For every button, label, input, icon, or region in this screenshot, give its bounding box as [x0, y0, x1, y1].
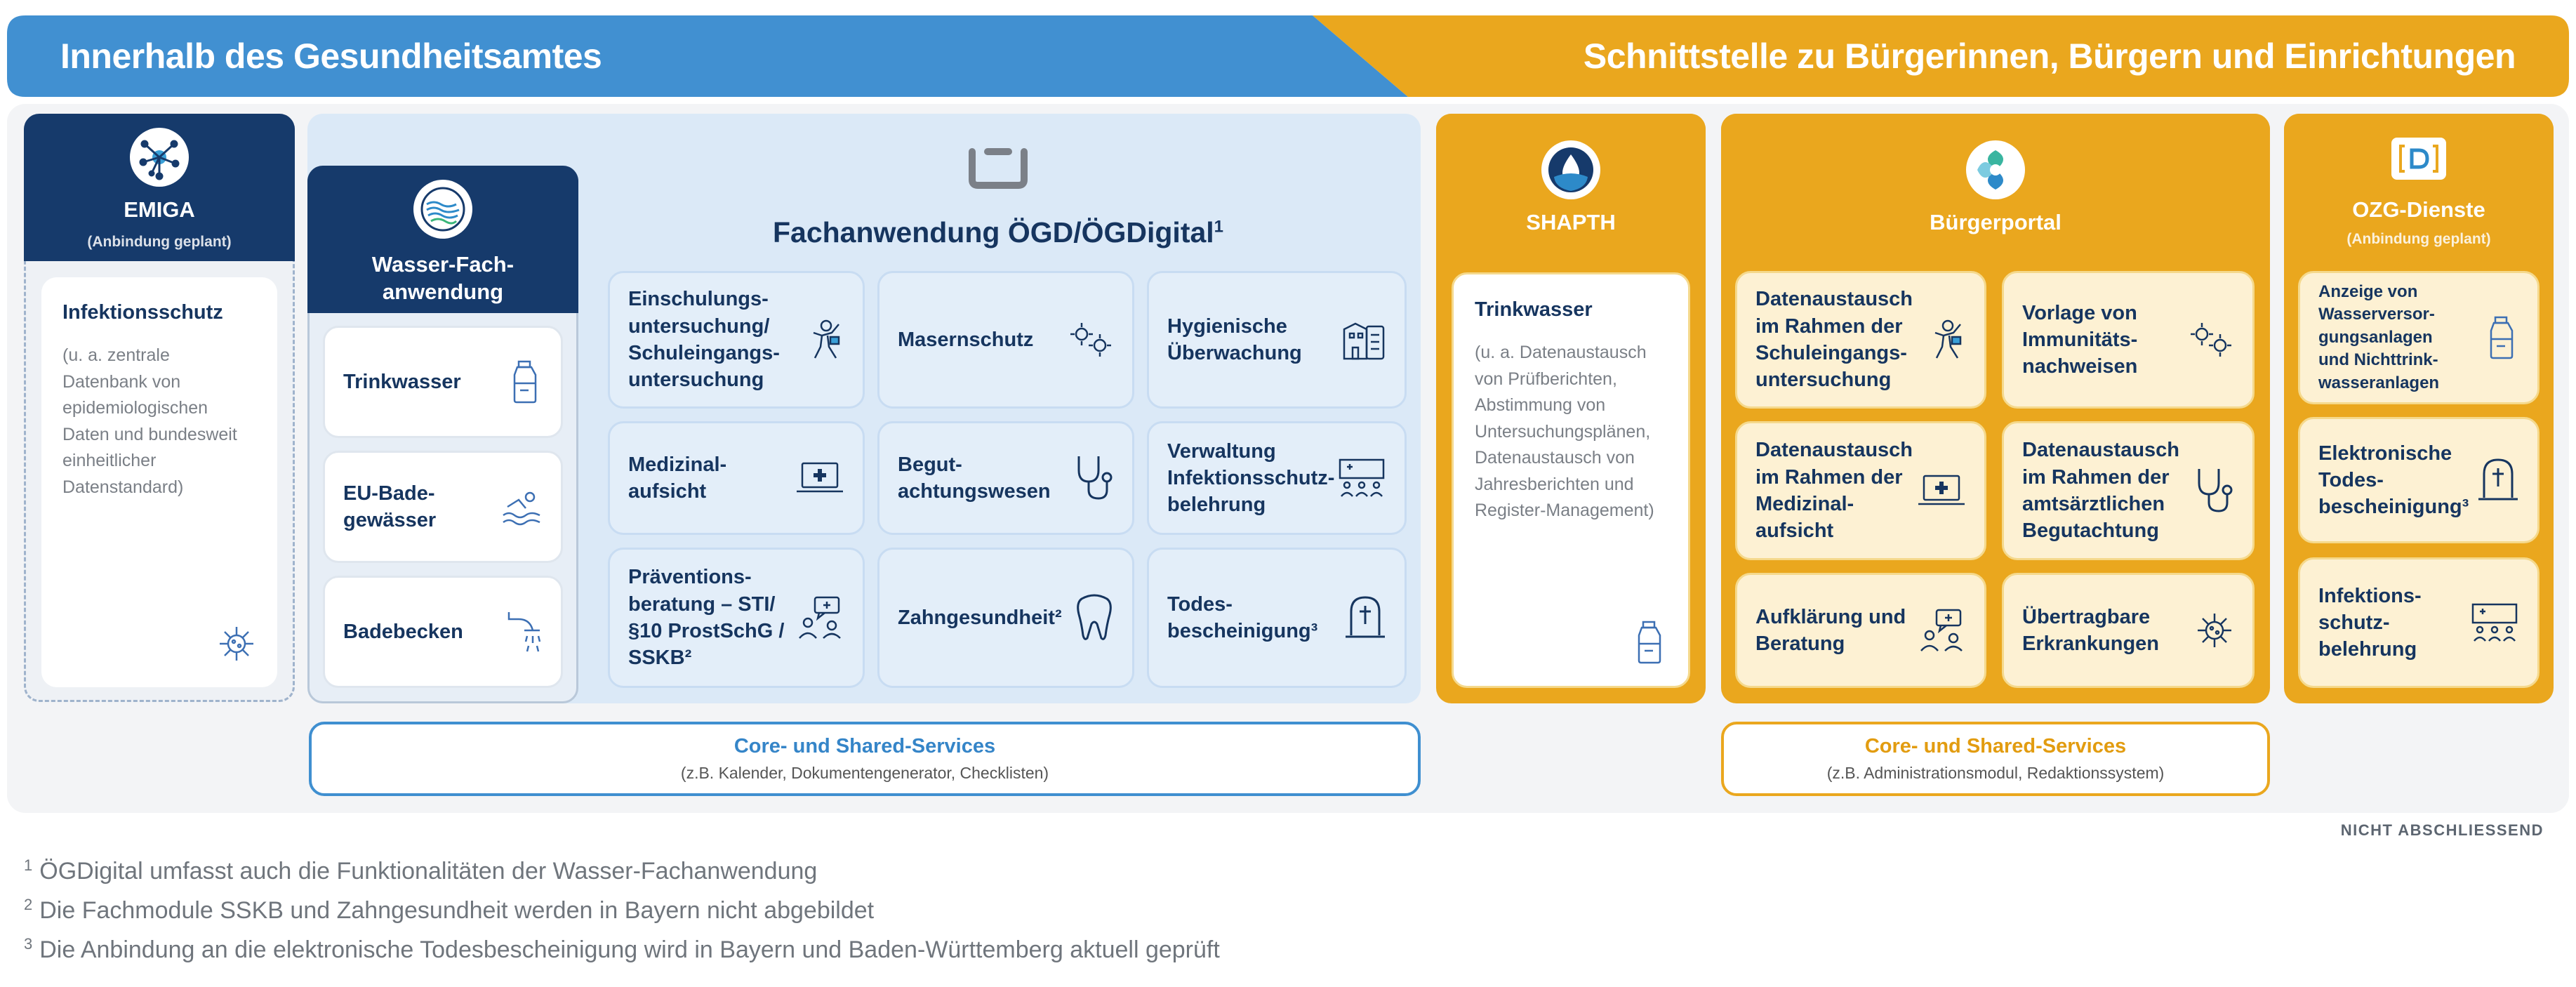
- oegd-item-masernschutz[interactable]: [877, 271, 1134, 409]
- stethoscope-icon: [2192, 466, 2234, 515]
- item-label: Übertragbare Erkrankungen: [2022, 605, 2159, 655]
- oegd-item-verwaltung-infektionsschutzbelehrung[interactable]: [1147, 421, 1407, 535]
- item-label: Badebecken: [343, 620, 463, 643]
- emiga-title: EMIGA: [124, 197, 195, 222]
- item-label: Zahngesundheit²: [898, 606, 1062, 629]
- child-icon: [805, 317, 844, 362]
- item-label: Medizinal- aufsicht: [628, 453, 727, 503]
- virus-cluster-icon: [2188, 320, 2234, 359]
- virus-icon: [2195, 611, 2234, 650]
- shapth-trinkwasser-card: [1452, 272, 1690, 688]
- swimmer-icon: [500, 487, 543, 526]
- oegd-item-praeventionsberatung[interactable]: [608, 548, 865, 688]
- item-label: Verwaltung Infektionsschutz- belehrung: [1167, 439, 1335, 517]
- item-label: Masernschutz: [898, 328, 1034, 351]
- item-label: Aufklärung und Beratung: [1755, 605, 1906, 655]
- water-bottle-icon: [2484, 315, 2519, 360]
- footnote-2: $^2$ Die Fachmodule SSKB und Zahngesundheit werden in Bayern nicht abgebildet: [24, 896, 875, 924]
- child-icon: [1927, 317, 1966, 362]
- wasser-item-badebecken[interactable]: [323, 576, 563, 688]
- oegd-item-einschulungsuntersuchung[interactable]: [608, 271, 865, 409]
- buergerportal-item-uebertragbare-erkrankungen[interactable]: [2002, 573, 2255, 688]
- item-label: Infektions- schutz- belehrung: [2318, 584, 2422, 661]
- emiga-column: [24, 114, 295, 702]
- d-bracket-icon: [2391, 138, 2446, 180]
- buergerportal-item-immunitaetsnachweise[interactable]: [2002, 271, 2255, 409]
- buergerportal-item-medizinalaufsicht[interactable]: [1735, 421, 1986, 560]
- emiga-card-title: Infektionsschutz: [62, 301, 223, 324]
- shapth-title: SHAPTH: [1526, 210, 1616, 234]
- shapth-column: [1436, 114, 1706, 703]
- buergerportal-item-aufklaerung-beratung[interactable]: [1735, 573, 1986, 688]
- emiga-subtitle: (Anbindung geplant): [87, 233, 232, 250]
- header-left-title: Innerhalb des Gesundheitsamtes: [60, 37, 602, 76]
- oegd-item-begutachtungswesen[interactable]: [877, 421, 1134, 535]
- core-left-subtitle: (z.B. Kalender, Dokumentengenerator, Checklisten): [680, 764, 1049, 782]
- buergerportal-title: Bürgerportal: [1930, 210, 2062, 234]
- oegd-item-zahngesundheit[interactable]: [877, 548, 1134, 688]
- oegd-item-hygienische-ueberwachung[interactable]: [1147, 271, 1407, 409]
- item-label: Elektronische Todes- bescheinigung³: [2318, 442, 2469, 519]
- oegd-title: Fachanwendung ÖGD/ÖGDigital$^1$: [772, 216, 1224, 249]
- core-shared-services-left[interactable]: [309, 722, 1421, 796]
- water-bottle-icon: [507, 359, 543, 404]
- ozg-title: OZG-Dienste: [2352, 197, 2485, 222]
- wasser-title: Wasser-Fach- anwendung: [371, 252, 514, 304]
- item-label: Datenaustausch im Rahmen der Schuleingangs- untersuchung: [1755, 288, 1913, 392]
- building-checklist-icon: [1340, 317, 1386, 363]
- oegd-item-medizinalaufsicht[interactable]: [608, 421, 865, 535]
- virus-cluster-icon: [1068, 320, 1114, 359]
- wasser-item-trinkwasser[interactable]: [323, 326, 563, 438]
- shapth-card-description: (u. a. Datenaustausch von Prüfberichten, Abstimmung von Untersuchungsplänen, Datenaustausch von Jahresberichten und Register-Management): [1475, 343, 1654, 520]
- virus-icon: [217, 624, 256, 663]
- buergerportal-item-amtsaerztliche-begutachtung[interactable]: [2002, 421, 2255, 560]
- core-right-subtitle: (z.B. Administrationsmodul, Redaktionssystem): [1826, 764, 2165, 782]
- tooth-icon: [1075, 593, 1114, 642]
- stethoscope-icon: [1072, 453, 1114, 503]
- item-label: Hygienische Überwachung: [1167, 314, 1302, 364]
- emiga-card-description: (u. a. zentrale Datenbank von epidemiologischen Daten und bundesweit einheitlicher Datenstandard): [62, 345, 237, 497]
- water-drop-icon: [1541, 140, 1600, 199]
- network-icon: [130, 128, 189, 187]
- consultation-icon: [1920, 607, 1966, 654]
- core-right-title: Core- und Shared-Services: [1864, 735, 2127, 757]
- item-label: Präventions- beratung – STI/ §10 ProstSchG / SSKB²: [628, 566, 785, 670]
- ozg-item-infektionsschutzbelehrung[interactable]: [2298, 557, 2540, 688]
- water-bottle-icon: [1632, 620, 1667, 665]
- presentation-group-icon: [1337, 457, 1386, 499]
- buergerportal-item-schuleingangsuntersuchung[interactable]: [1735, 271, 1986, 409]
- item-label: Datenaustausch im Rahmen der amtsärztlichen Begutachtung: [2022, 439, 2180, 543]
- ozg-item-anzeige-wasserversorgungsanlagen[interactable]: [2298, 271, 2540, 404]
- water-waves-icon: [413, 180, 472, 239]
- laptop-medical-icon: [1917, 473, 1966, 508]
- wasser-item-eu-badegewaesser[interactable]: [323, 451, 563, 563]
- item-label: Einschulungs- untersuchung/ Schuleingangs- untersuchung: [628, 288, 780, 392]
- nicht-abschliessend-note: NICHT ABSCHLIESSEND: [2340, 821, 2544, 839]
- core-shared-services-right[interactable]: [1721, 722, 2270, 796]
- footnote-1: $^1$ ÖGDigital umfasst auch die Funktionalitäten der Wasser-Fachanwendung: [24, 856, 818, 885]
- item-label: Vorlage von Immunitäts- nachweisen: [2022, 301, 2138, 378]
- tombstone-icon: [2477, 456, 2519, 505]
- oegd-header: [576, 114, 1421, 261]
- app-frame-icon: [967, 146, 1030, 191]
- item-label: Trinkwasser: [343, 370, 461, 393]
- oegd-item-todesbescheinigung[interactable]: [1147, 548, 1407, 688]
- ozg-subtitle: (Anbindung geplant): [2346, 230, 2491, 247]
- item-label: Begut- achtungswesen: [898, 453, 1051, 503]
- emiga-infektionsschutz-card: [41, 277, 277, 687]
- header-banner: [7, 15, 2569, 97]
- item-label: Datenaustausch im Rahmen der Medizinal- aufsicht: [1755, 439, 1913, 543]
- item-label: Anzeige von Wasserversor- gungsanlagen und Nichttrink- wasseranlagen: [2318, 282, 2440, 392]
- ozg-item-elektronische-todesbescheinigung[interactable]: [2298, 417, 2540, 543]
- shapth-card-title: Trinkwasser: [1475, 298, 1593, 321]
- portal-leaf-icon: [1966, 140, 2025, 199]
- presentation-group-icon: [2470, 602, 2519, 644]
- laptop-medical-icon: [795, 461, 844, 496]
- shower-icon: [503, 609, 543, 654]
- consultation-icon: [798, 595, 844, 641]
- item-label: Todes- bescheinigung³: [1167, 592, 1318, 642]
- tombstone-icon: [1344, 593, 1386, 642]
- core-left-title: Core- und Shared-Services: [733, 735, 996, 757]
- header-right-title: Schnittstelle zu Bürgerinnen, Bürgern und Einrichtungen: [1583, 37, 2516, 76]
- footnote-3: $^3$ Die Anbindung an die elektronische Todesbescheinigung wird in Bayern und Baden-Württemberg aktuell geprüft: [24, 935, 1220, 963]
- item-label: EU-Bade- gewässer: [343, 482, 437, 531]
